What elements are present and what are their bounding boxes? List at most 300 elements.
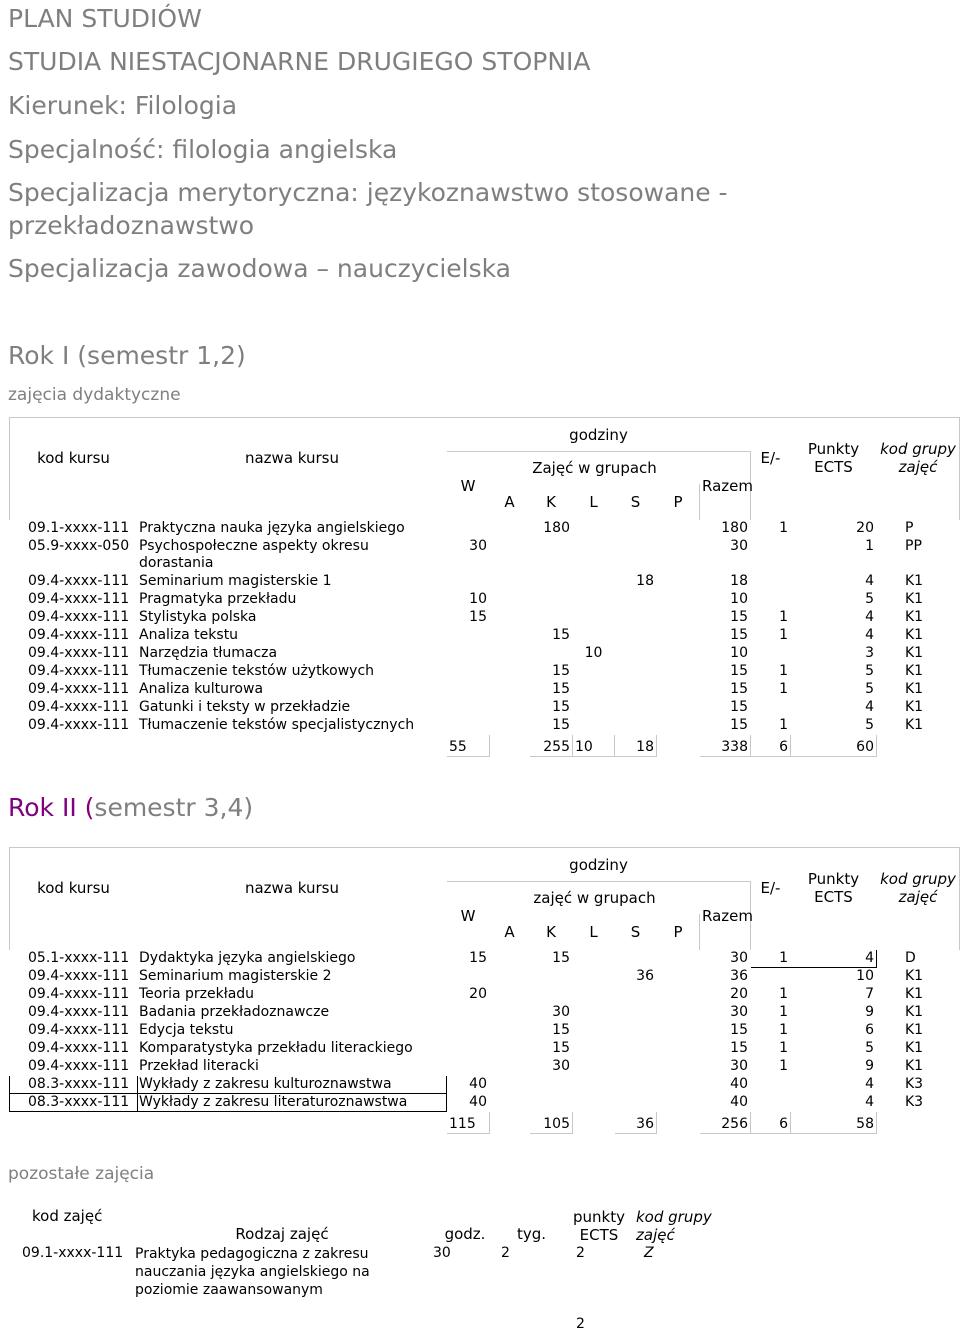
cell-l — [573, 538, 615, 573]
cell-s: 36 — [636, 968, 654, 984]
cell-ects: 9 — [865, 1058, 874, 1074]
cell-nazwa: Seminarium magisterskie 1 — [139, 573, 332, 589]
cell-razem: 20 — [730, 986, 748, 1002]
total-s: 36 — [615, 1112, 657, 1134]
cell-grupa: K1 — [905, 1058, 924, 1074]
cell-razem: 15 — [730, 663, 748, 679]
cell-e: 1 — [779, 520, 788, 536]
total-ects: 60 — [791, 735, 877, 757]
totals-row — [10, 735, 960, 757]
col-p: P — [673, 492, 683, 511]
table-row — [20, 1245, 740, 1299]
col-w: W — [447, 452, 490, 520]
cell-grupa: K1 — [905, 717, 924, 733]
cell-e: 1 — [779, 609, 788, 625]
col-p: P — [673, 922, 683, 941]
col-grupa: kod grupy zajęć — [636, 1208, 712, 1244]
col-egz: E/- — [751, 418, 791, 520]
cell-kod: 09.4-xxxx-111 — [28, 717, 130, 733]
cell-nazwa: Badania przekładoznawcze — [139, 1004, 330, 1020]
cell-razem: 30 — [730, 950, 748, 966]
cell-s — [615, 1076, 657, 1094]
cell-e: 1 — [779, 1022, 788, 1038]
year1-title: Rok I (semestr 1,2) — [8, 341, 246, 370]
table-row — [10, 986, 960, 1004]
cell-rodzaj: Praktyka pedagogiczna z zakresu nauczania języka angielskiego na poziomie zaawansowanym — [135, 1246, 370, 1298]
cell-l: 10 — [584, 645, 603, 661]
cell-p — [657, 699, 700, 717]
cell-k: 15 — [552, 717, 570, 733]
year2-table — [9, 847, 960, 1134]
cell-p — [657, 538, 700, 573]
cell-nazwa: Analiza tekstu — [139, 627, 239, 643]
table-row — [10, 609, 960, 627]
cell-kod: 09.4-xxxx-111 — [28, 699, 130, 715]
cell-k — [530, 538, 573, 573]
col-punkty: Punkty ECTS — [791, 848, 877, 950]
cell-razem: 30 — [730, 538, 748, 554]
cell-k: 180 — [543, 520, 570, 536]
col-a: A — [490, 484, 530, 520]
cell-grupa: K1 — [905, 968, 924, 984]
cell-razem: 10 — [730, 591, 748, 607]
cell-e: 1 — [779, 1004, 788, 1020]
cell-p — [657, 717, 700, 735]
cell-razem: 10 — [730, 645, 748, 661]
year2-title-part1: Rok II ( — [8, 793, 95, 822]
cell-a — [490, 717, 530, 735]
cell-s — [615, 538, 657, 573]
cell-nazwa: Przekład literacki — [139, 1058, 259, 1074]
cell-l — [573, 1058, 615, 1076]
cell-e: 1 — [779, 986, 788, 1002]
cell-grupa: PP — [905, 538, 922, 554]
cell-a — [490, 699, 530, 717]
cell-p — [657, 520, 700, 538]
cell-razem: 15 — [730, 609, 748, 625]
cell-p — [657, 1040, 700, 1058]
cell-ects: 1 — [865, 538, 874, 554]
cell-ects: 4 — [865, 627, 874, 643]
cell-k — [530, 573, 573, 591]
cell-p — [657, 645, 700, 663]
cell-ects: 5 — [865, 591, 874, 607]
col-razem: Razem — [700, 882, 751, 950]
cell-kod: 09.4-xxxx-111 — [28, 609, 130, 625]
cell-tyg: 2 — [501, 1245, 510, 1261]
cell-grupa: K1 — [905, 645, 924, 661]
total-ects: 2 — [576, 1316, 585, 1332]
cell-k: 15 — [552, 1022, 570, 1038]
cell-razem: 36 — [730, 968, 748, 984]
cell-kod: 09.1-xxxx-111 — [22, 1245, 124, 1261]
cell-kod: 09.4-xxxx-111 — [28, 986, 130, 1002]
col-k: K — [546, 922, 556, 941]
cell-kod: 09.4-xxxx-111 — [28, 1058, 130, 1074]
cell-s — [615, 986, 657, 1004]
cell-w: 15 — [469, 950, 487, 966]
cell-nazwa: Edycja tekstu — [139, 1022, 234, 1038]
cell-e: 1 — [751, 950, 791, 968]
table-row — [10, 1022, 960, 1040]
cell-ects: 5 — [865, 681, 874, 697]
table-row — [10, 520, 960, 538]
cell-grupa: K1 — [905, 1022, 924, 1038]
cell-l — [573, 717, 615, 735]
total-k: 105 — [530, 1112, 573, 1134]
cell-ects: 4 — [865, 699, 874, 715]
cell-k: 15 — [552, 663, 570, 679]
cell-nazwa: Komparatystyka przekładu literackiego — [139, 1040, 413, 1056]
cell-ects: 4 — [865, 609, 874, 625]
cell-a — [490, 968, 530, 986]
cell-e: 1 — [779, 1058, 788, 1074]
page-title: PLAN STUDIÓW — [8, 4, 202, 33]
cell-kod: 09.4-xxxx-111 — [28, 1022, 130, 1038]
cell-e: 1 — [779, 681, 788, 697]
total-empty — [657, 735, 700, 757]
table-row — [10, 573, 960, 591]
cell-p — [657, 1004, 700, 1022]
cell-w: 10 — [469, 591, 487, 607]
table-row — [10, 699, 960, 717]
cell-l — [573, 1004, 615, 1022]
col-kod-zajec: kod zajęć — [32, 1207, 103, 1225]
cell-a — [490, 1040, 530, 1058]
col-nazwa: nazwa kursu — [138, 848, 447, 950]
cell-l — [573, 1022, 615, 1040]
year2-title-part2: semestr 3,4) — [94, 793, 254, 822]
cell-w: 40 — [469, 1076, 487, 1092]
cell-k: 30 — [552, 1058, 570, 1074]
cell-e: 1 — [779, 663, 788, 679]
table-row — [10, 627, 960, 645]
cell-kod: 05.1-xxxx-111 — [28, 950, 130, 966]
cell-l — [573, 986, 615, 1004]
cell-nazwa: Narzędzia tłumacza — [139, 645, 278, 661]
total-l: 10 — [573, 735, 615, 757]
cell-ects: 10 — [856, 968, 874, 984]
total-empty — [573, 1112, 615, 1134]
cell-p — [657, 681, 700, 699]
cell-a — [490, 573, 530, 591]
cell-nazwa: Gatunki i teksty w przekładzie — [139, 699, 351, 715]
cell-p — [657, 591, 700, 609]
cell-ects: 4 — [865, 573, 874, 589]
cell-a — [490, 609, 530, 627]
cell-p — [657, 1094, 700, 1112]
year1-subtitle: zajęcia dydaktyczne — [8, 385, 181, 405]
cell-k: 30 — [552, 1004, 570, 1020]
cell-grupa: K1 — [905, 1040, 924, 1056]
cell-e — [751, 538, 791, 573]
cell-kod: 09.4-xxxx-111 — [28, 645, 130, 661]
cell-s — [615, 950, 657, 968]
cell-w: 40 — [469, 1094, 487, 1110]
cell-a — [490, 681, 530, 699]
cell-nazwa: Pragmatyka przekładu — [139, 591, 297, 607]
col-l: L — [589, 922, 598, 941]
total-e: 6 — [751, 735, 791, 757]
table-row — [10, 1040, 960, 1058]
cell-ects: 7 — [865, 986, 874, 1002]
table-row — [10, 1076, 960, 1094]
cell-s — [615, 663, 657, 681]
cell-l — [573, 950, 615, 968]
col-rodzaj: Rodzaj zajęć — [235, 1225, 329, 1243]
cell-w — [447, 645, 490, 663]
cell-kod: 09.4-xxxx-111 — [28, 591, 130, 607]
cell-kod: 09.4-xxxx-111 — [28, 573, 130, 589]
cell-w — [447, 573, 490, 591]
cell-e — [751, 1076, 791, 1094]
table-row — [10, 950, 960, 968]
cell-p — [657, 1076, 700, 1094]
cell-s — [615, 520, 657, 538]
cell-l — [573, 627, 615, 645]
cell-k: 15 — [552, 950, 570, 966]
cell-a — [490, 1058, 530, 1076]
cell-a — [490, 645, 530, 663]
cell-s — [615, 1040, 657, 1058]
cell-razem: 180 — [721, 520, 748, 536]
cell-e — [751, 573, 791, 591]
cell-s — [615, 591, 657, 609]
cell-grupa: K1 — [905, 681, 924, 697]
cell-p — [657, 1022, 700, 1040]
total-k: 255 — [530, 735, 573, 757]
cell-grupa: P — [905, 520, 914, 536]
total-empty — [877, 735, 960, 757]
table-row — [10, 968, 960, 986]
cell-s — [615, 699, 657, 717]
cell-w: 15 — [469, 609, 487, 625]
field-of-study: Kierunek: Filologia — [8, 91, 238, 120]
cell-nazwa: Praktyczna nauka języka angielskiego — [139, 520, 405, 536]
cell-grupa: Z — [644, 1245, 654, 1261]
cell-nazwa: Wykłady z zakresu literaturoznawstwa — [138, 1094, 447, 1112]
year1-table — [9, 417, 960, 757]
year2-title — [8, 793, 253, 823]
cell-kod: 09.4-xxxx-111 — [28, 681, 130, 697]
cell-grupa: K3 — [905, 1094, 924, 1110]
cell-razem: 30 — [730, 1058, 748, 1074]
cell-p — [657, 968, 700, 986]
cell-k: 15 — [552, 699, 570, 715]
table-row — [10, 717, 960, 735]
cell-razem: 40 — [730, 1076, 748, 1092]
col-punkty: Punkty ECTS — [791, 418, 877, 520]
table-row — [10, 645, 960, 663]
cell-p — [657, 627, 700, 645]
cell-s — [615, 1022, 657, 1040]
col-godziny: godziny — [447, 848, 751, 882]
cell-ects: 4 — [865, 1076, 874, 1092]
total-empty — [490, 1112, 530, 1134]
cell-l — [573, 573, 615, 591]
substantive-specialization-line1: Specjalizacja merytoryczna: językoznawstwo stosowane - — [8, 178, 728, 207]
cell-nazwa: Seminarium magisterskie 2 — [139, 968, 332, 984]
cell-l — [573, 1040, 615, 1058]
cell-nazwa: Tłumaczenie tekstów użytkowych — [139, 663, 375, 679]
cell-p — [657, 950, 700, 968]
cell-k: 15 — [552, 1040, 570, 1056]
cell-w — [447, 520, 490, 538]
cell-godz: 30 — [433, 1245, 451, 1261]
cell-razem: 40 — [730, 1094, 748, 1110]
cell-a — [490, 1004, 530, 1022]
col-a: A — [490, 914, 530, 950]
cell-w — [447, 1022, 490, 1040]
cell-kod: 09.4-xxxx-111 — [28, 663, 130, 679]
total-razem: 256 — [700, 1112, 751, 1134]
col-l: L — [589, 492, 598, 511]
cell-razem: 15 — [730, 681, 748, 697]
table-row — [10, 1004, 960, 1022]
col-w: W — [447, 882, 490, 950]
cell-nazwa: Analiza kulturowa — [139, 681, 264, 697]
total-razem: 338 — [700, 735, 751, 757]
col-godziny: godziny — [447, 418, 751, 452]
cell-w — [447, 717, 490, 735]
cell-a — [490, 1076, 530, 1094]
col-nazwa: nazwa kursu — [138, 418, 447, 520]
cell-ects: 20 — [856, 520, 874, 536]
cell-e — [751, 645, 791, 663]
table-row — [10, 1058, 960, 1076]
cell-l — [573, 609, 615, 627]
cell-k — [530, 986, 573, 1004]
cell-kod: 09.1-xxxx-111 — [28, 520, 130, 536]
cell-grupa: D — [905, 950, 916, 966]
cell-a — [490, 1094, 530, 1112]
cell-kod: 09.4-xxxx-111 — [28, 1004, 130, 1020]
cell-grupa: K1 — [905, 591, 924, 607]
total-empty — [138, 1112, 447, 1134]
cell-ects: 6 — [865, 1022, 874, 1038]
col-s: S — [630, 922, 641, 941]
cell-w: 20 — [469, 986, 487, 1002]
cell-p — [657, 986, 700, 1004]
cell-l — [573, 591, 615, 609]
col-godz: godz. — [444, 1225, 486, 1243]
cell-k — [530, 968, 573, 986]
cell-a — [490, 591, 530, 609]
cell-razem: 15 — [730, 627, 748, 643]
cell-s: 18 — [636, 573, 654, 589]
cell-k — [530, 609, 573, 627]
cell-ects: 2 — [576, 1245, 585, 1261]
col-grupa: kod grupy zajęć — [877, 418, 960, 520]
cell-e — [751, 1094, 791, 1112]
cell-k — [530, 591, 573, 609]
cell-grupa: K1 — [905, 1004, 924, 1020]
cell-a — [490, 627, 530, 645]
cell-s — [615, 1094, 657, 1112]
cell-l — [573, 699, 615, 717]
cell-p — [657, 573, 700, 591]
cell-w — [447, 1040, 490, 1058]
cell-razem: 15 — [730, 699, 748, 715]
cell-grupa: K1 — [905, 627, 924, 643]
cell-s — [615, 1004, 657, 1022]
cell-kod: 08.3-xxxx-111 — [10, 1094, 138, 1112]
professional-specialization: Specjalizacja zawodowa – nauczycielska — [8, 254, 512, 283]
cell-ects: 5 — [865, 717, 874, 733]
cell-l — [573, 681, 615, 699]
cell-s — [615, 645, 657, 663]
cell-nazwa: Stylistyka polska — [139, 609, 257, 625]
cell-nazwa: Psychospołeczne aspekty okresu dorastania — [139, 538, 369, 571]
total-empty — [877, 1112, 960, 1134]
cell-kod: 09.4-xxxx-111 — [28, 968, 130, 984]
cell-l — [573, 1076, 615, 1094]
total-empty — [138, 735, 447, 757]
cell-s — [615, 609, 657, 627]
table-row — [10, 538, 960, 573]
cell-razem: 15 — [730, 1040, 748, 1056]
cell-w — [447, 1058, 490, 1076]
cell-e — [751, 968, 791, 986]
cell-ects: 3 — [865, 645, 874, 661]
cell-a — [490, 538, 530, 573]
cell-s — [615, 627, 657, 645]
total-s: 18 — [615, 735, 657, 757]
col-punkty: punkty ECTS — [573, 1208, 625, 1244]
totals-row — [10, 1112, 960, 1134]
cell-a — [490, 950, 530, 968]
cell-p — [657, 1058, 700, 1076]
cell-w: 30 — [469, 538, 487, 554]
cell-a — [490, 1022, 530, 1040]
cell-a — [490, 663, 530, 681]
cell-w — [447, 1004, 490, 1022]
total-w: 55 — [447, 735, 490, 757]
cell-w — [447, 681, 490, 699]
cell-a — [490, 986, 530, 1004]
total-empty — [490, 735, 530, 757]
cell-razem: 15 — [730, 717, 748, 733]
cell-e — [751, 591, 791, 609]
cell-l — [573, 1094, 615, 1112]
substantive-specialization-line2: przekładoznawstwo — [8, 211, 255, 240]
col-kod: kod kursu — [10, 418, 138, 520]
col-kod: kod kursu — [10, 848, 138, 950]
cell-e: 1 — [779, 627, 788, 643]
cell-kod: 09.4-xxxx-111 — [28, 627, 130, 643]
col-grupy: Zajęć w grupach — [490, 452, 700, 484]
cell-nazwa: Teoria przekładu — [139, 986, 255, 1002]
cell-k — [530, 645, 573, 663]
cell-l — [573, 663, 615, 681]
cell-k: 15 — [552, 627, 570, 643]
cell-p — [657, 663, 700, 681]
cell-w — [447, 663, 490, 681]
total-empty — [10, 735, 138, 757]
cell-l — [573, 520, 615, 538]
cell-e: 1 — [779, 1040, 788, 1056]
table-row — [10, 1094, 960, 1112]
cell-s — [615, 681, 657, 699]
total-empty — [657, 1112, 700, 1134]
total-empty — [10, 1112, 138, 1134]
other-table — [20, 1207, 740, 1333]
cell-grupa: K1 — [905, 609, 924, 625]
col-k: K — [546, 492, 556, 511]
col-grupa: kod grupy zajęć — [877, 848, 960, 950]
cell-nazwa: Tłumaczenie tekstów specjalistycznych — [139, 717, 415, 733]
cell-grupa: K3 — [905, 1076, 924, 1092]
